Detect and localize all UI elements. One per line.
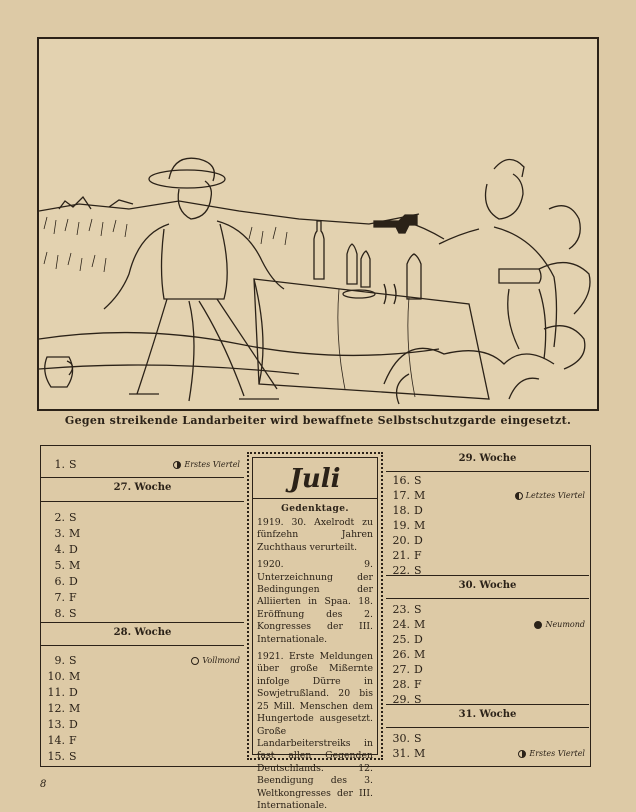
day-name: D (69, 543, 78, 556)
day-row (41, 685, 244, 700)
day-name: D (69, 575, 78, 588)
day-name: D (414, 534, 423, 547)
day-row (386, 488, 589, 503)
day-number: 30. (392, 732, 410, 745)
day-number: 3. (54, 527, 65, 540)
day-name: S (69, 654, 77, 667)
first-quarter-moon-icon (173, 461, 181, 469)
day-row (386, 518, 589, 533)
day-name: M (69, 702, 81, 715)
divider (253, 498, 377, 499)
day-number: 19. (392, 519, 410, 532)
divider (41, 501, 244, 502)
day-name: S (414, 474, 422, 487)
day-name: S (414, 693, 422, 706)
day-name: M (414, 519, 426, 532)
day-name: M (69, 527, 81, 540)
day-number: 20. (392, 534, 410, 547)
divider (386, 598, 589, 599)
day-name: D (414, 633, 423, 646)
day-number: 31. (392, 747, 410, 760)
day-row (386, 746, 589, 761)
day-name: D (69, 686, 78, 699)
day-name: M (414, 648, 426, 661)
day-number: 21. (392, 549, 410, 562)
calendar-table (40, 445, 591, 811)
illustration-caption: Gegen streikende Landarbeiter wird bewaffnete Selbstschutzgarde eingesetzt. (64, 414, 572, 427)
day-row (386, 617, 589, 632)
day-number: 7. (54, 591, 65, 604)
day-row (41, 542, 244, 557)
new-moon-icon (534, 621, 542, 629)
day-number: 6. (54, 575, 65, 588)
day-row (386, 731, 589, 746)
illustration-drawing (39, 39, 597, 409)
day-row (41, 701, 244, 716)
day-number: 12. (47, 702, 65, 715)
moon-phase-label: Neumond (534, 617, 585, 632)
day-row (41, 457, 244, 472)
divider (386, 727, 589, 728)
day-name: F (414, 549, 422, 562)
day-name: S (69, 511, 77, 524)
day-name: S (69, 458, 77, 471)
day-number: 4. (54, 543, 65, 556)
gedenktage-entry: 1920. 9. Unterzeichnung der Bedingungen der Alliierten in Spaa. 18. Eröffnung des 2. Kongresses der III. Internationale. (257, 559, 373, 645)
divider (386, 575, 589, 576)
day-name: S (69, 750, 77, 763)
day-number: 13. (47, 718, 65, 731)
day-name: S (414, 732, 422, 745)
moon-phase-label: Letztes Viertel (515, 488, 585, 503)
day-row (41, 590, 244, 605)
day-name: M (414, 618, 426, 631)
day-row (41, 669, 244, 684)
day-name: M (414, 489, 426, 502)
month-box-inner (252, 457, 378, 811)
day-row (41, 526, 244, 541)
day-number: 23. (392, 603, 410, 616)
day-row (386, 533, 589, 548)
day-name: M (414, 747, 426, 760)
calendar-right-column (386, 446, 589, 765)
day-name: F (414, 678, 422, 691)
divider (41, 477, 244, 478)
day-row (386, 662, 589, 677)
day-row (386, 602, 589, 617)
day-row (41, 606, 244, 621)
divider (41, 622, 244, 623)
day-number: 15. (47, 750, 65, 763)
day-name: S (414, 564, 422, 577)
month-title: Juli (289, 464, 341, 494)
day-name: S (69, 607, 77, 620)
day-number: 17. (392, 489, 410, 502)
moon-phase-label: Erstes Viertel (173, 457, 240, 472)
day-name: S (414, 603, 422, 616)
day-row (41, 574, 244, 589)
day-row (41, 510, 244, 525)
day-name: M (69, 670, 81, 683)
week-label: 31. Woche (458, 709, 517, 720)
divider (41, 645, 244, 646)
day-row (386, 548, 589, 563)
moon-phase-label: Erstes Viertel (518, 746, 585, 761)
day-row (386, 473, 589, 488)
week-label: 30. Woche (458, 580, 517, 591)
divider (386, 471, 589, 472)
first-quarter-moon-icon (518, 750, 526, 758)
day-number: 27. (392, 663, 410, 676)
day-row (41, 733, 244, 748)
month-box (247, 452, 383, 811)
day-row (386, 503, 589, 518)
day-number: 10. (47, 670, 65, 683)
day-row (386, 632, 589, 647)
day-number: 1. (54, 458, 65, 471)
day-number: 28. (392, 678, 410, 691)
day-row (386, 677, 589, 692)
day-number: 2. (54, 511, 65, 524)
gedenktage-list (253, 514, 377, 812)
day-name: D (414, 663, 423, 676)
page-number: 8 (40, 779, 47, 790)
week-label: 29. Woche (458, 453, 517, 464)
calendar-left-column (41, 446, 244, 765)
day-name: D (414, 504, 423, 517)
day-row (41, 717, 244, 732)
day-number: 8. (54, 607, 65, 620)
day-name: F (69, 591, 77, 604)
day-number: 18. (392, 504, 410, 517)
gedenktage-entry: 1919. 30. Axelrodt zu fünfzehn Jahren Zuchthaus verurteilt. (257, 517, 373, 553)
last-quarter-moon-icon (515, 492, 523, 500)
day-number: 11. (47, 686, 65, 699)
full-moon-icon (191, 657, 199, 665)
day-number: 29. (392, 693, 410, 706)
day-number: 25. (392, 633, 410, 646)
day-number: 16. (392, 474, 410, 487)
day-number: 24. (392, 618, 410, 631)
day-number: 9. (54, 654, 65, 667)
moon-phase-label: Vollmond (191, 653, 240, 668)
day-number: 14. (47, 734, 65, 747)
day-name: M (69, 559, 81, 572)
day-number: 5. (54, 559, 65, 572)
day-row (41, 749, 244, 764)
day-number: 26. (392, 648, 410, 661)
week-label: 28. Woche (113, 627, 172, 638)
day-row (386, 647, 589, 662)
illustration (37, 37, 599, 411)
day-row (41, 653, 244, 668)
day-name: D (69, 718, 78, 731)
gedenktage-heading: Gedenktage. (281, 504, 349, 514)
gedenktage-entry: 1921. Erste Meldungen über große Mißernte infolge Dürre in Sowjetrußland. 20 bis 25 Mill. Menschen dem Hungertode ausgesetzt. Große Landarbeiterstreiks in fast allen Gegenden Deutschlands. 12. Beendigung des 3. Weltkongresses der III. Internationale. (257, 651, 373, 811)
day-number: 22. (392, 564, 410, 577)
day-name: F (69, 734, 77, 747)
week-label: 27. Woche (113, 482, 172, 493)
divider (386, 704, 589, 705)
day-row (41, 558, 244, 573)
